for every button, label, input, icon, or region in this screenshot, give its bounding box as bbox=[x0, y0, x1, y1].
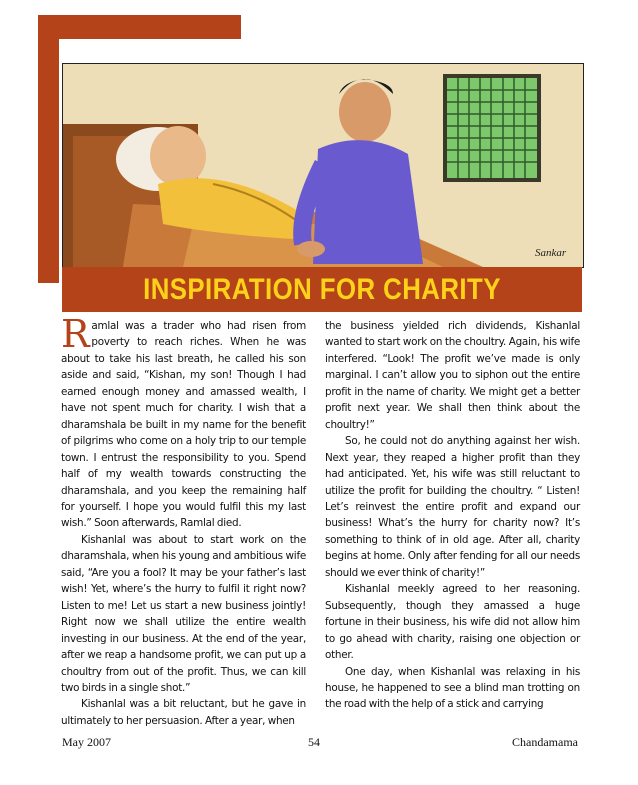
story-paragraph: Kishanlal was about to start work on the dharamshala, when his young and ambitious wife said, “Are you a fool? It may be your father’s last wish! Yet, where’s the hurry to fulfil it right now? Listen to me! Let us start a new business jointly! Right now we shall utilize the entire wealth investing in our business. At the end of the year, after we reap a handsome profit, we can put up a choultry from out of the profit. Thus, we can kill two birds in a single shot.” bbox=[61, 533, 306, 694]
story-paragraph: Ramlal was a trader who had risen from poverty to reach riches. When he was about to take his last breath, he called his son aside and said, “Kishan, my son! Though I had earned enough money and amassed wealth, I have not spent much for charity. I wish that a dharamshala be built in my name for the benefit of pilgrims who come on a holy trip to our temple town. I entrust the responsibility to you. Spend half of my wealth towards constructing the dharamshala, and you keep the remaining half for yourself. I hope you would fulfil this my last wish.” Soon afterwards, Ramlal died. bbox=[61, 312, 306, 530]
page-number: 54 bbox=[308, 735, 320, 749]
corner-bar-top bbox=[38, 15, 241, 39]
illustration-art bbox=[63, 64, 583, 267]
story-title: INSPIRATION FOR CHARITY bbox=[143, 272, 501, 306]
illustration-signature: Sankar bbox=[535, 247, 567, 259]
window-icon bbox=[443, 74, 541, 182]
story-column-right bbox=[325, 318, 580, 713]
footer-publication: Chandamama bbox=[512, 735, 578, 749]
drop-cap: R bbox=[61, 312, 90, 356]
corner-bar-left bbox=[38, 15, 59, 283]
footer-date: May 2007 bbox=[62, 735, 111, 749]
story-paragraph: One day, when Kishanlal was relaxing in his house, he happened to see a blind man trotting on the road with the help of a stick and carrying bbox=[325, 665, 580, 711]
story-paragraph: So, he could not do anything against her wish. Next year, they reaped a higher profit than they had anticipated. Yet, his wife was still reluctant to utilize the profit for building the choultry. “ Listen! Let’s reinvest the entire profit and expand our business! What’s the hurry for charity now? It’s something to think of in old age. After all, charity begins at home. Only after fending for all our needs should we ever think of charity!” bbox=[325, 435, 580, 579]
story-paragraph: Kishanlal meekly agreed to her reasoning. Subsequently, though they amassed a huge fortune in their business, his wife did not allow him to go ahead with charity, raising one objection or other. bbox=[325, 583, 580, 662]
story-paragraph: Kishanlal was a bit reluctant, but he gave in ultimately to her persuasion. After a year, when bbox=[61, 698, 306, 727]
story-illustration bbox=[62, 63, 584, 268]
story-column-left bbox=[61, 312, 306, 729]
story-paragraph: the business yielded rich dividends, Kishanlal wanted to start work on the choultry. Again, his wife interfered. “Look! The profit we’ve made is only marginal. I can’t allow you to siphon out the entire profit in the name of charity. We might get a better profit next year. We shall then think about the choultry!” bbox=[325, 320, 580, 431]
title-band bbox=[62, 267, 582, 312]
